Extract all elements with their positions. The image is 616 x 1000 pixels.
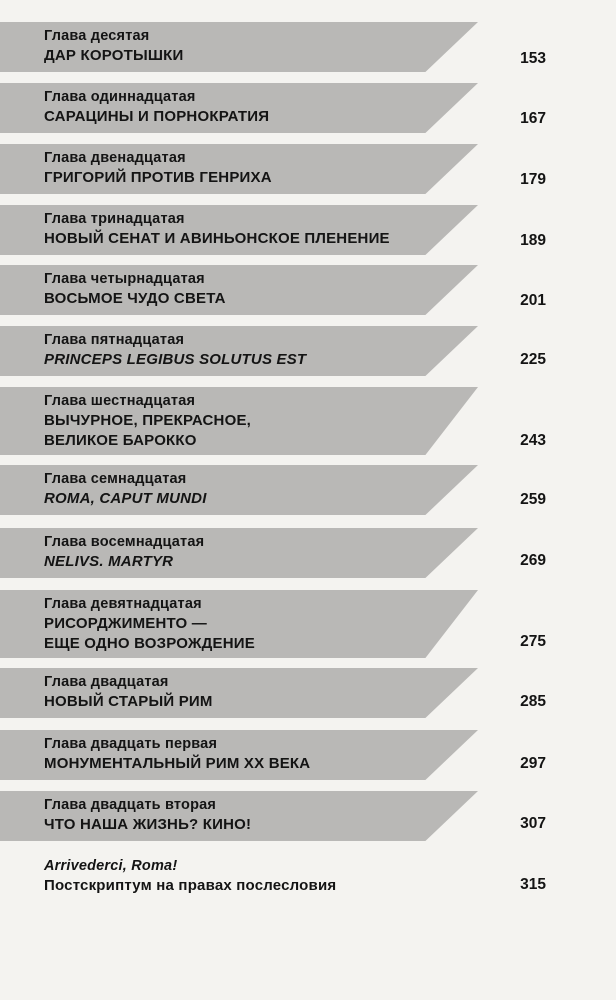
chapter-title-line: ВЫЧУРНОЕ, ПРЕКРАСНОЕ, (44, 412, 252, 429)
page-number: 307 (520, 815, 546, 832)
page-number: 297 (520, 755, 546, 772)
page-number: 153 (520, 50, 546, 67)
page-number: 243 (520, 432, 546, 449)
chapter-label: Глава двадцать вторая (44, 797, 217, 813)
chapter-title: NELIVS. MARTYR (44, 553, 174, 570)
chapter-title: ЧТО НАША ЖИЗНЬ? КИНО! (44, 816, 252, 833)
chapter-title-line: ВЕЛИКОЕ БАРОККО (44, 432, 197, 449)
page-number: 167 (520, 110, 546, 127)
page-number: 285 (520, 693, 546, 710)
chapter-title: САРАЦИНЫ И ПОРНОКРАТИЯ (44, 108, 270, 125)
page-number: 189 (520, 232, 546, 249)
postscript-label: Arrivederci, Roma! (44, 858, 178, 874)
page-number: 269 (520, 552, 546, 569)
chapter-title: ГРИГОРИЙ ПРОТИВ ГЕНРИХА (44, 169, 272, 186)
postscript-title: Постскриптум на правах послесловия (44, 877, 337, 894)
page-number: 201 (520, 292, 546, 309)
chapter-label: Глава двадцатая (44, 674, 169, 690)
chapter-title-line: ЕЩЕ ОДНО ВОЗРОЖДЕНИЕ (44, 635, 255, 652)
chapter-label: Глава двенадцатая (44, 150, 186, 166)
chapter-label: Глава девятнадцатая (44, 596, 202, 612)
chapter-label: Глава двадцать первая (44, 736, 218, 752)
chapter-label: Глава четырнадцатая (44, 271, 205, 287)
page-number: 275 (520, 633, 546, 650)
chapter-label: Глава тринадцатая (44, 211, 185, 227)
chapter-label: Глава восемнадцатая (44, 534, 205, 550)
page-number: 315 (520, 876, 546, 893)
chapter-title: МОНУМЕНТАЛЬНЫЙ РИМ XX ВЕКА (44, 755, 311, 772)
chapter-title: ДАР КОРОТЫШКИ (44, 47, 184, 64)
chapter-label: Глава семнадцатая (44, 471, 187, 487)
page-number: 179 (520, 171, 546, 188)
chapter-label: Глава пятнадцатая (44, 332, 185, 348)
chapter-title: НОВЫЙ СТАРЫЙ РИМ (44, 693, 213, 710)
chapter-title: ROMA, CAPUT MUNDI (44, 490, 207, 507)
chapter-title-line: РИСОРДЖИМЕНТО — (44, 615, 207, 632)
chapter-title: ВОСЬМОЕ ЧУДО СВЕТА (44, 290, 226, 307)
chapter-label: Глава одиннадцатая (44, 89, 196, 105)
chapter-label: Глава десятая (44, 28, 150, 44)
chapter-title: НОВЫЙ СЕНАТ И АВИНЬОНСКОЕ ПЛЕНЕНИЕ (44, 230, 390, 247)
chapter-title: PRINCEPS LEGIBUS SOLUTUS EST (44, 351, 307, 368)
page-number: 225 (520, 351, 546, 368)
chapter-label: Глава шестнадцатая (44, 393, 196, 409)
page-number: 259 (520, 491, 546, 508)
